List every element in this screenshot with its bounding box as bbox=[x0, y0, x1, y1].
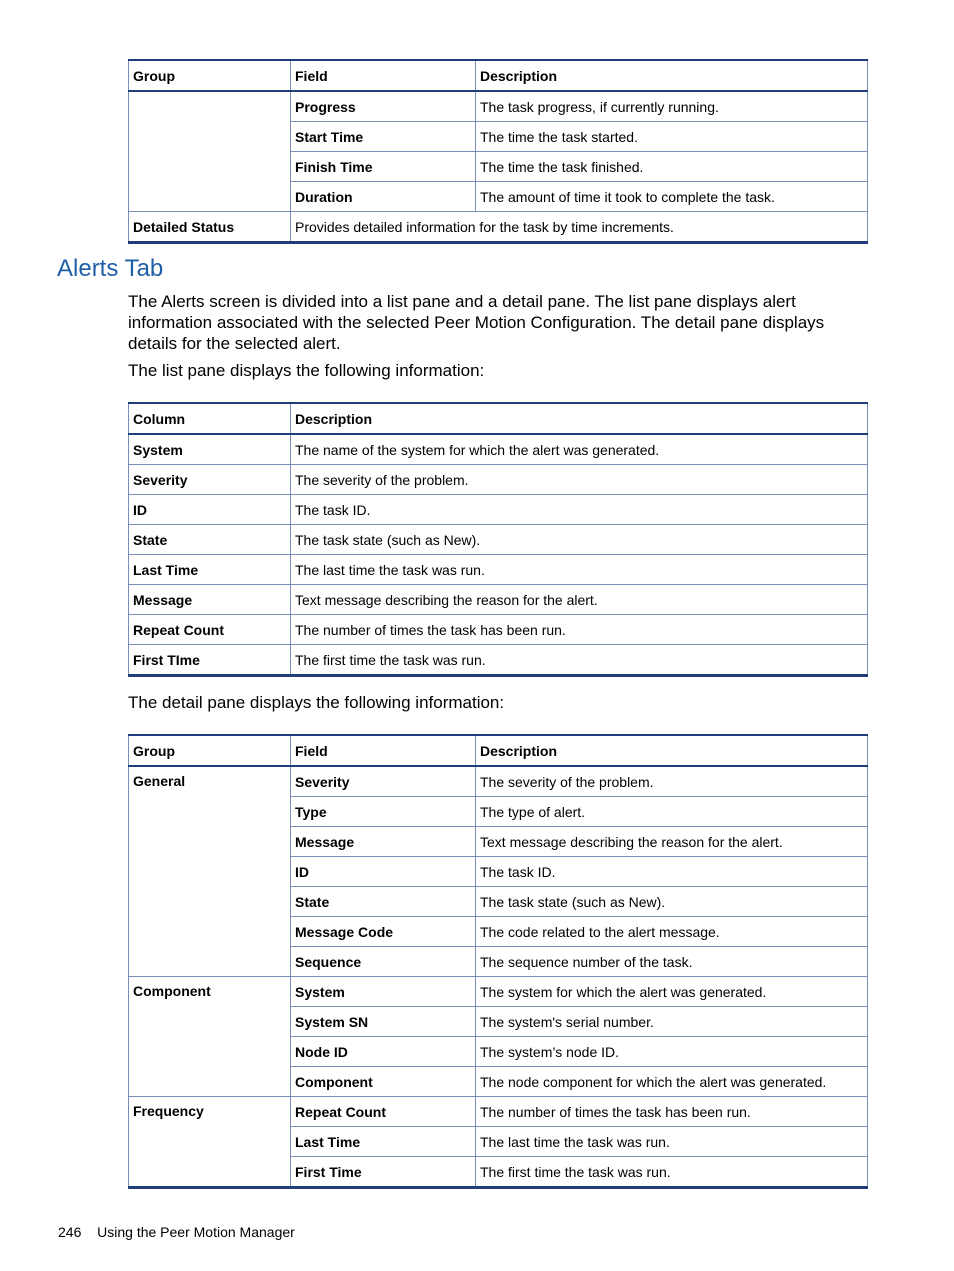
field-cell: Node ID bbox=[291, 1037, 476, 1067]
field-cell: Message Code bbox=[291, 917, 476, 947]
table-row bbox=[129, 525, 868, 555]
table-row bbox=[129, 585, 868, 615]
column-header-description: Description bbox=[476, 60, 868, 91]
description-cell: The task state (such as New). bbox=[291, 525, 868, 555]
description-cell: The number of times the task has been run. bbox=[476, 1097, 868, 1127]
list-pane-intro: The list pane displays the following information: bbox=[128, 361, 485, 380]
description-cell: The system’s node ID. bbox=[476, 1037, 868, 1067]
description-cell: The task progress, if currently running. bbox=[476, 91, 868, 122]
field-cell: Component bbox=[291, 1067, 476, 1097]
intro-paragraph: The Alerts screen is divided into a list pane and a detail pane. The list pane displays alert information associated with the selected Peer Motion Configuration. The detail pane displays details for the selected alert. bbox=[128, 292, 825, 353]
field-cell: Last Time bbox=[291, 1127, 476, 1157]
column-cell: Severity bbox=[129, 465, 291, 495]
column-cell: ID bbox=[129, 495, 291, 525]
field-cell: Progress bbox=[291, 91, 476, 122]
detail-pane-intro: The detail pane displays the following information: bbox=[128, 693, 505, 712]
table-row bbox=[129, 465, 868, 495]
description-cell: Text message describing the reason for the alert. bbox=[476, 827, 868, 857]
column-header-field: Field bbox=[291, 60, 476, 91]
group-cell: Detailed Status bbox=[129, 212, 291, 243]
field-cell: Severity bbox=[291, 766, 476, 797]
table-row bbox=[129, 555, 868, 585]
table-row bbox=[129, 977, 868, 1007]
description-cell: The code related to the alert message. bbox=[476, 917, 868, 947]
group-cell-empty bbox=[129, 91, 291, 212]
page-footer bbox=[58, 1223, 295, 1241]
field-cell: System SN bbox=[291, 1007, 476, 1037]
column-cell: Repeat Count bbox=[129, 615, 291, 645]
description-cell: The time the task finished. bbox=[476, 152, 868, 182]
footer-chapter-title: Using the Peer Motion Manager bbox=[97, 1224, 295, 1240]
field-cell: State bbox=[291, 887, 476, 917]
field-cell: Sequence bbox=[291, 947, 476, 977]
table-row bbox=[129, 766, 868, 797]
column-header-field: Field bbox=[291, 735, 476, 766]
field-cell: Duration bbox=[291, 182, 476, 212]
column-header-description: Description bbox=[291, 403, 868, 434]
field-cell: First Time bbox=[291, 1157, 476, 1188]
description-cell: The severity of the problem. bbox=[476, 766, 868, 797]
table-row bbox=[129, 434, 868, 465]
description-cell: Text message describing the reason for the alert. bbox=[291, 585, 868, 615]
column-cell: System bbox=[129, 434, 291, 465]
description-cell: The severity of the problem. bbox=[291, 465, 868, 495]
description-cell: The type of alert. bbox=[476, 797, 868, 827]
description-cell: The first time the task was run. bbox=[476, 1157, 868, 1188]
column-header-group: Group bbox=[129, 735, 291, 766]
section-title: Alerts Tab bbox=[57, 255, 164, 282]
description-cell: The last time the task was run. bbox=[476, 1127, 868, 1157]
field-cell: Repeat Count bbox=[291, 1097, 476, 1127]
column-cell: Last Time bbox=[129, 555, 291, 585]
description-cell: The number of times the task has been run. bbox=[291, 615, 868, 645]
description-cell: The node component for which the alert was generated. bbox=[476, 1067, 868, 1097]
description-cell: The first time the task was run. bbox=[291, 645, 868, 676]
detail-pane-table bbox=[128, 734, 868, 1189]
column-header-description: Description bbox=[476, 735, 868, 766]
field-cell: Finish Time bbox=[291, 152, 476, 182]
column-header-column: Column bbox=[129, 403, 291, 434]
field-cell: ID bbox=[291, 857, 476, 887]
table-row bbox=[129, 212, 868, 243]
list-pane-table bbox=[128, 402, 868, 677]
table-row bbox=[129, 615, 868, 645]
field-cell: Type bbox=[291, 797, 476, 827]
description-cell: The amount of time it took to complete the task. bbox=[476, 182, 868, 212]
field-cell: System bbox=[291, 977, 476, 1007]
column-header-group: Group bbox=[129, 60, 291, 91]
description-cell: The sequence number of the task. bbox=[476, 947, 868, 977]
description-cell: The last time the task was run. bbox=[291, 555, 868, 585]
description-cell: Provides detailed information for the task by time increments. bbox=[291, 212, 868, 243]
column-cell: Message bbox=[129, 585, 291, 615]
description-cell: The system for which the alert was generated. bbox=[476, 977, 868, 1007]
group-cell-general: General bbox=[129, 766, 291, 977]
column-cell: First TIme bbox=[129, 645, 291, 676]
group-cell-component: Component bbox=[129, 977, 291, 1097]
column-cell: State bbox=[129, 525, 291, 555]
table-row bbox=[129, 1097, 868, 1127]
description-cell: The task ID. bbox=[476, 857, 868, 887]
group-cell-frequency: Frequency bbox=[129, 1097, 291, 1188]
description-cell: The time the task started. bbox=[476, 122, 868, 152]
field-cell: Start Time bbox=[291, 122, 476, 152]
description-cell: The task ID. bbox=[291, 495, 868, 525]
description-cell: The system's serial number. bbox=[476, 1007, 868, 1037]
field-cell: Message bbox=[291, 827, 476, 857]
table-row bbox=[129, 91, 868, 122]
task-status-table bbox=[128, 59, 868, 244]
table-row bbox=[129, 645, 868, 676]
page-number: 246 bbox=[58, 1224, 82, 1240]
table-row bbox=[129, 495, 868, 525]
description-cell: The task state (such as New). bbox=[476, 887, 868, 917]
description-cell: The name of the system for which the alert was generated. bbox=[291, 434, 868, 465]
